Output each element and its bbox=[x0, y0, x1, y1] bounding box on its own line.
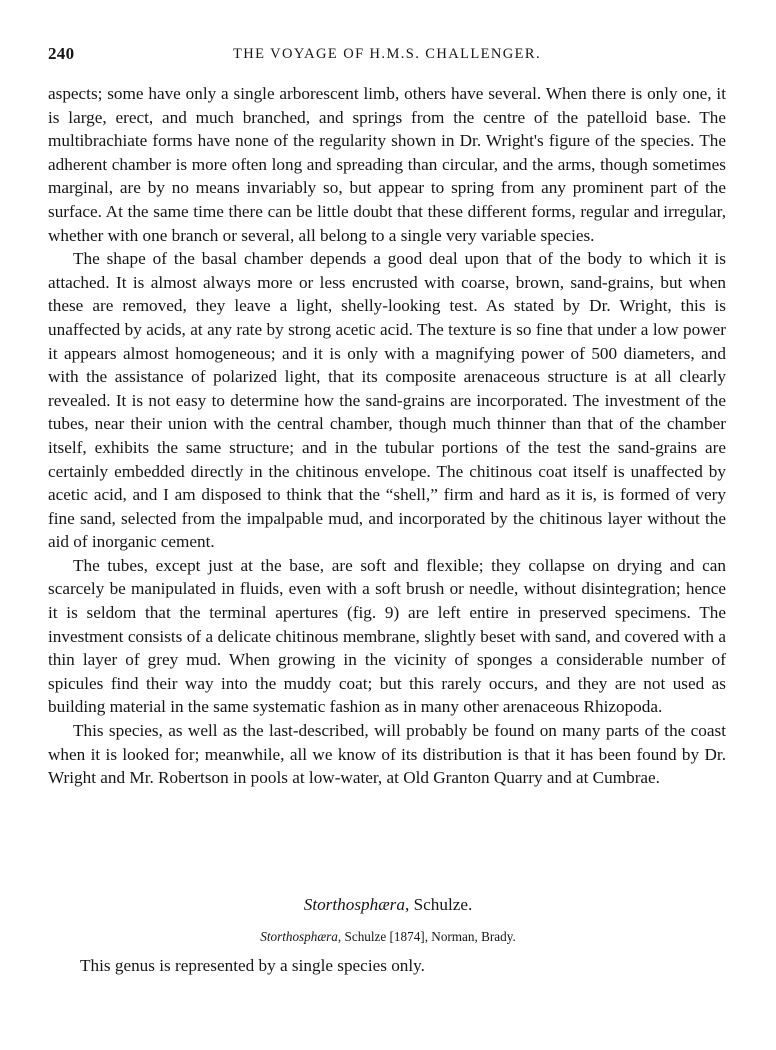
page-number: 240 bbox=[48, 44, 75, 63]
synonymy-name: Storthosphæra bbox=[260, 929, 338, 944]
paragraph-basal-chamber: The shape of the basal chamber depends a good deal upon that of the body to which it is attached. It is almost always more or less encrusted with coarse, brown, sand-grains, but when these are removed, they leave a light, shelly-looking test. As stated by Dr. Wright, this is unaffected by acids, at any rate by strong acetic acid. The texture is so fine that under a low power it appears almost homogeneous; and it is only with a magnifying power of 500 diameters, and with the assistance of polarized light, that its composite arenaceous structure is at all clearly revealed. It is not easy to determine how the sand-grains are incorporated. The investment of the tubes, near their union with the central chamber, though much thinner than that of the chamber itself, exhibits the same structure; and in the tubular portions of the test the sand-grains are certainly embedded directly in the chitinous envelope. The chitinous coat itself is unaffected by acetic acid, and I am disposed to think that the “shell,” firm and hard as it is, is formed of very fine sand, selected from the impalpable mud, and incorporated by the chitinous layer without the aid of inorganic cement. bbox=[48, 249, 726, 552]
paragraph-continued: aspects; some have only a single arborescent limb, others have several. When there is only one, it is large, erect, and much branched, and springs from the centre of the patelloid base. The multibrachiate forms have none of the regularity shown in Dr. Wright's figure of the species. The adherent chamber is more often long and spreading than circular, and the arms, though sometimes marginal, are by no means invariably so, but appear to spring from any prominent part of the surface. At the same time there can be little doubt that these different forms, regular and irregular, whether with one branch or several, all belong to a single very variable species. bbox=[48, 84, 726, 245]
running-title: THE VOYAGE OF H.M.S. CHALLENGER. bbox=[233, 46, 541, 62]
paragraph-distribution: This species, as well as the last-described, will probably be found on many parts of the coast when it is looked for; meanwhile, all we know of its distribution is that it has been found by Dr. Wright and Mr. Robertson in pools at low-water, at Old Granton Quarry and at Cumbrae. bbox=[48, 721, 726, 788]
body-text bbox=[48, 82, 726, 790]
synonymy-line bbox=[0, 929, 776, 945]
synonymy-authority: , Schulze [1874], Norman, Brady. bbox=[337, 929, 516, 944]
genus-authority: , Schulze. bbox=[404, 895, 473, 914]
page-header bbox=[48, 44, 726, 70]
genus-name: Storthosphæra bbox=[303, 895, 405, 914]
genus-heading bbox=[0, 895, 776, 915]
paragraph-tubes: The tubes, except just at the base, are soft and flexible; they collapse on drying and can scarcely be manipulated in fluids, even with a soft brush or needle, without disintegration; hence it is seldom that the terminal apertures (fig. 9) are left entire in preserved specimens. The investment consists of a delicate chitinous membrane, slightly beset with sand, and covered with a thin layer of grey mud. When growing in the vicinity of sponges a considerable number of spicules find their way into the muddy coat; but this rarely occurs, and they are not used as building material in the same systematic fashion as in many other arenaceous Rhizopoda. bbox=[48, 555, 726, 717]
genus-note: This genus is represented by a single species only. bbox=[80, 956, 425, 975]
